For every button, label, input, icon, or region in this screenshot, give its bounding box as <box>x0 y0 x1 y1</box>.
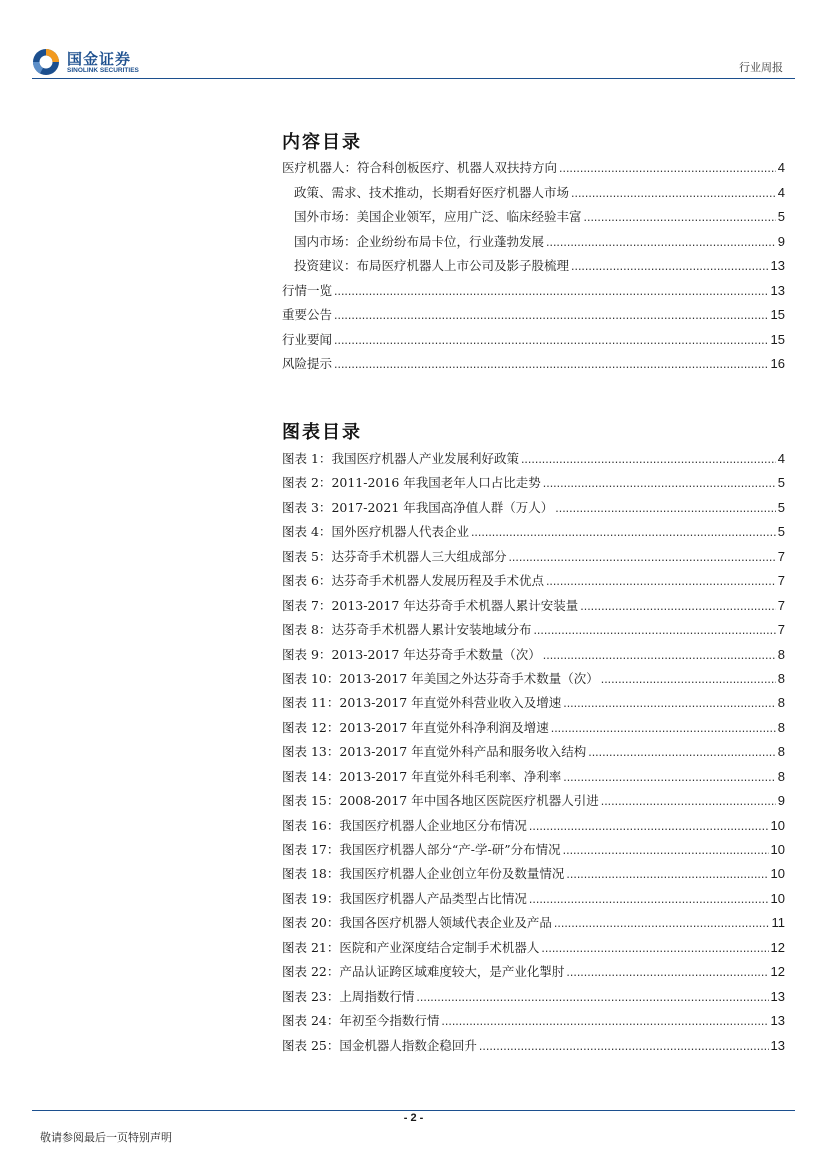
figure-label: 2013-2017 年直觉外科营业收入及增速 <box>339 695 562 711</box>
toc-leader-dots <box>546 574 776 588</box>
toc-entry[interactable] <box>282 256 785 281</box>
footer-divider <box>32 1110 795 1111</box>
toc-leader-dots <box>584 210 776 224</box>
toc-leader-dots <box>529 819 769 833</box>
figure-entry[interactable] <box>282 767 785 791</box>
toc-entry[interactable] <box>282 354 785 379</box>
toc-leader-dots <box>334 357 769 371</box>
figure-prefix: 图表 12： <box>282 719 340 735</box>
figure-entry[interactable] <box>282 645 785 669</box>
toc-leader-dots <box>571 259 769 273</box>
toc-leader-dots <box>563 843 769 857</box>
figure-entry[interactable] <box>282 669 785 693</box>
figure-page: 12 <box>770 939 785 955</box>
figure-label: 国外医疗机器人代表企业 <box>331 524 469 540</box>
figure-page: 13 <box>770 1037 785 1053</box>
figure-label: 产品认证跨区域难度较大，是产业化掣肘 <box>339 964 565 980</box>
figure-entry[interactable] <box>282 742 785 766</box>
figure-page: 10 <box>770 842 785 857</box>
toc-leader-dots <box>555 501 776 515</box>
figure-label: 2013-2017 年达芬奇手术机器人累计安装量 <box>331 597 579 613</box>
toc-leader-dots <box>521 452 776 466</box>
toc-leader-dots <box>571 186 776 200</box>
figure-entry[interactable] <box>282 791 785 815</box>
figure-label: 2011-2016 年我国老年人口占比走势 <box>331 475 541 491</box>
figure-prefix: 图表 16： <box>282 817 340 833</box>
figure-page: 10 <box>770 890 785 906</box>
figure-label: 达芬奇手术机器人累计安装地域分布 <box>331 622 532 638</box>
toc-entry[interactable] <box>282 207 785 232</box>
toc-leader-dots <box>580 599 776 613</box>
toc-entry-page: 15 <box>770 307 785 322</box>
figure-entry[interactable] <box>282 620 785 644</box>
figure-page: 12 <box>770 964 785 980</box>
figure-entry[interactable] <box>282 547 785 571</box>
figure-page: 7 <box>777 597 785 613</box>
figure-label: 我国医疗机器人企业地区分布情况 <box>339 817 527 833</box>
toc-entry-page: 9 <box>777 233 785 249</box>
figure-entry[interactable] <box>282 498 785 522</box>
figure-label: 达芬奇手术机器人三大组成部分 <box>331 548 507 564</box>
page-number: - 2 - <box>403 1112 424 1124</box>
toc-entry[interactable] <box>282 330 785 355</box>
toc-leader-dots <box>563 696 776 710</box>
toc-entry-page: 4 <box>777 160 785 175</box>
toc-leader-dots <box>533 623 775 637</box>
figure-page: 10 <box>770 817 785 833</box>
figure-page: 8 <box>777 670 785 686</box>
figure-entry[interactable] <box>282 1011 785 1035</box>
sinolink-logo-icon <box>32 48 60 76</box>
figure-page: 8 <box>777 768 785 784</box>
figure-page: 7 <box>777 548 785 564</box>
toc-entry[interactable] <box>282 183 785 208</box>
figure-label: 年初至今指数行情 <box>339 1013 440 1029</box>
header-divider <box>32 78 795 79</box>
figure-label: 2013-2017 年直觉外科净利润及增速 <box>339 719 549 735</box>
toc-entry-page: 5 <box>777 209 785 224</box>
figure-page: 13 <box>770 1013 785 1029</box>
figure-prefix: 图表 17： <box>282 842 340 857</box>
figure-entry[interactable] <box>282 987 785 1011</box>
figure-prefix: 图表 25： <box>282 1037 340 1053</box>
figure-prefix: 图表 8： <box>282 622 332 638</box>
toc-entry-label: 政策、需求、技术推动，长期看好医疗机器人市场 <box>294 184 570 200</box>
company-logo <box>30 44 160 78</box>
contents-list <box>282 158 785 379</box>
figure-entry[interactable] <box>282 522 785 546</box>
figures-title: 图表目录 <box>282 422 362 443</box>
toc-entry-label: 医疗机器人：符合科创板医疗、机器人双扶持方向 <box>282 160 558 175</box>
toc-entry-label: 风险提示 <box>282 356 333 371</box>
figure-entry[interactable] <box>282 938 785 962</box>
toc-entry-label: 投资建议：布局医疗机器人上市公司及影子股梳理 <box>294 258 570 273</box>
figure-label: 我国医疗机器人部分“产-学-研”分布情况 <box>339 842 561 857</box>
figure-label: 2013-2017 年直觉外科毛利率、净利率 <box>339 768 562 784</box>
toc-leader-dots <box>334 308 769 322</box>
figure-prefix: 图表 1： <box>282 451 332 466</box>
figure-label: 达芬奇手术机器人发展历程及手术优点 <box>331 573 544 589</box>
figure-entry[interactable] <box>282 449 785 473</box>
figure-page: 13 <box>770 988 785 1004</box>
toc-entry-page: 13 <box>770 282 785 298</box>
figure-prefix: 图表 14： <box>282 768 340 784</box>
figure-page: 8 <box>777 744 785 760</box>
figure-prefix: 图表 22： <box>282 964 340 980</box>
toc-leader-dots <box>601 794 776 808</box>
disclaimer-note: 敬请参阅最后一页特别声明 <box>40 1131 172 1144</box>
toc-leader-dots <box>471 525 776 539</box>
toc-leader-dots <box>416 990 768 1004</box>
figure-prefix: 图表 9： <box>282 646 332 662</box>
figure-page: 8 <box>777 719 785 735</box>
figure-prefix: 图表 7： <box>282 597 332 613</box>
figure-label: 我国医疗机器人产品类型占比情况 <box>339 890 527 906</box>
toc-entry-label: 国内市场：企业纷纷布局卡位，行业蓬勃发展 <box>294 233 545 249</box>
figure-entry[interactable] <box>282 913 785 937</box>
figure-entry[interactable] <box>282 718 785 742</box>
toc-leader-dots <box>441 1014 768 1028</box>
figure-entry[interactable] <box>282 840 785 864</box>
toc-entry-page: 13 <box>770 258 785 273</box>
figure-entry[interactable] <box>282 693 785 717</box>
figure-prefix: 图表 3： <box>282 499 332 515</box>
toc-leader-dots <box>601 672 776 686</box>
toc-entry[interactable] <box>282 232 785 257</box>
figure-label: 我国各医疗机器人领域代表企业及产品 <box>339 915 552 931</box>
figure-page: 11 <box>771 915 785 931</box>
toc-entry[interactable] <box>282 281 785 306</box>
figure-prefix: 图表 23： <box>282 988 340 1004</box>
logo-text-cn: 国金证券 <box>67 50 132 68</box>
figure-page: 5 <box>777 524 785 540</box>
figure-label: 2008-2017 年中国各地区医院医疗机器人引进 <box>339 793 599 809</box>
figure-label: 国金机器人指数企稳回升 <box>339 1037 477 1053</box>
figure-label: 2013-2017 年直觉外科产品和服务收入结构 <box>339 744 587 760</box>
figure-page: 8 <box>777 695 785 711</box>
toc-leader-dots <box>551 721 776 735</box>
toc-leader-dots <box>543 476 776 490</box>
toc-entry-page: 15 <box>770 331 785 347</box>
figure-prefix: 图表 21： <box>282 939 340 955</box>
toc-leader-dots <box>543 648 776 662</box>
toc-entry-label: 行业要闻 <box>282 331 333 347</box>
figure-entry[interactable] <box>282 889 785 913</box>
figure-entry[interactable] <box>282 473 785 497</box>
figure-label: 2017-2021 年我国高净值人群（万人） <box>331 499 554 515</box>
figure-prefix: 图表 19： <box>282 890 340 906</box>
toc-leader-dots <box>559 161 776 175</box>
figure-label: 我国医疗机器人产业发展利好政策 <box>331 451 519 466</box>
report-type-label: 行业周报 <box>739 61 783 74</box>
contents-title: 内容目录 <box>282 132 362 153</box>
logo-text-en: SINOLINK SECURITIES <box>67 67 139 74</box>
figure-page: 7 <box>777 573 785 589</box>
figure-label: 2013-2017 年美国之外达芬奇手术数量（次） <box>339 670 599 686</box>
toc-entry[interactable] <box>282 305 785 330</box>
figure-page: 8 <box>777 646 785 662</box>
figure-prefix: 图表 15： <box>282 793 340 809</box>
figure-prefix: 图表 24： <box>282 1013 340 1029</box>
figure-page: 5 <box>777 475 785 491</box>
toc-leader-dots <box>541 941 768 955</box>
figure-prefix: 图表 18： <box>282 866 340 882</box>
toc-leader-dots <box>566 965 768 979</box>
toc-entry-page: 4 <box>777 184 785 200</box>
toc-leader-dots <box>566 867 768 881</box>
toc-leader-dots <box>546 235 776 249</box>
toc-leader-dots <box>508 550 775 564</box>
toc-entry-page: 16 <box>770 356 785 371</box>
figure-page: 10 <box>770 866 785 882</box>
toc-entry-label: 国外市场：美国企业领军，应用广泛、临床经验丰富 <box>294 209 582 224</box>
figure-prefix: 图表 2： <box>282 475 332 491</box>
figure-entry[interactable] <box>282 596 785 620</box>
toc-leader-dots <box>588 745 776 759</box>
toc-leader-dots <box>334 333 769 347</box>
toc-leader-dots <box>334 284 769 298</box>
figure-prefix: 图表 13： <box>282 744 340 760</box>
figure-label: 上周指数行情 <box>339 988 415 1004</box>
toc-entry-label: 重要公告 <box>282 307 333 322</box>
figure-prefix: 图表 5： <box>282 548 332 564</box>
figure-entry[interactable] <box>282 571 785 595</box>
figure-entry[interactable] <box>282 1036 785 1060</box>
toc-leader-dots <box>529 892 769 906</box>
toc-leader-dots <box>479 1039 769 1053</box>
toc-leader-dots <box>554 916 770 930</box>
figure-label: 2013-2017 年达芬奇手术数量（次） <box>331 646 541 662</box>
toc-entry-label: 行情一览 <box>282 282 333 298</box>
figure-page: 4 <box>777 451 785 466</box>
figure-prefix: 图表 10： <box>282 670 340 686</box>
figure-entry[interactable] <box>282 962 785 986</box>
figure-prefix: 图表 6： <box>282 573 332 589</box>
page-header <box>0 0 827 80</box>
toc-leader-dots <box>563 770 776 784</box>
figure-prefix: 图表 11： <box>282 695 340 711</box>
figure-label: 我国医疗机器人企业创立年份及数量情况 <box>339 866 565 882</box>
figure-label: 医院和产业深度结合定制手术机器人 <box>339 939 540 955</box>
figures-list <box>282 449 785 1060</box>
figure-entry[interactable] <box>282 864 785 888</box>
figure-page: 7 <box>777 622 785 638</box>
figure-prefix: 图表 4： <box>282 524 332 540</box>
figure-page: 5 <box>777 499 785 515</box>
figure-page: 9 <box>777 793 785 809</box>
toc-entry[interactable] <box>282 158 785 183</box>
figure-entry[interactable] <box>282 816 785 840</box>
figure-prefix: 图表 20： <box>282 915 340 931</box>
